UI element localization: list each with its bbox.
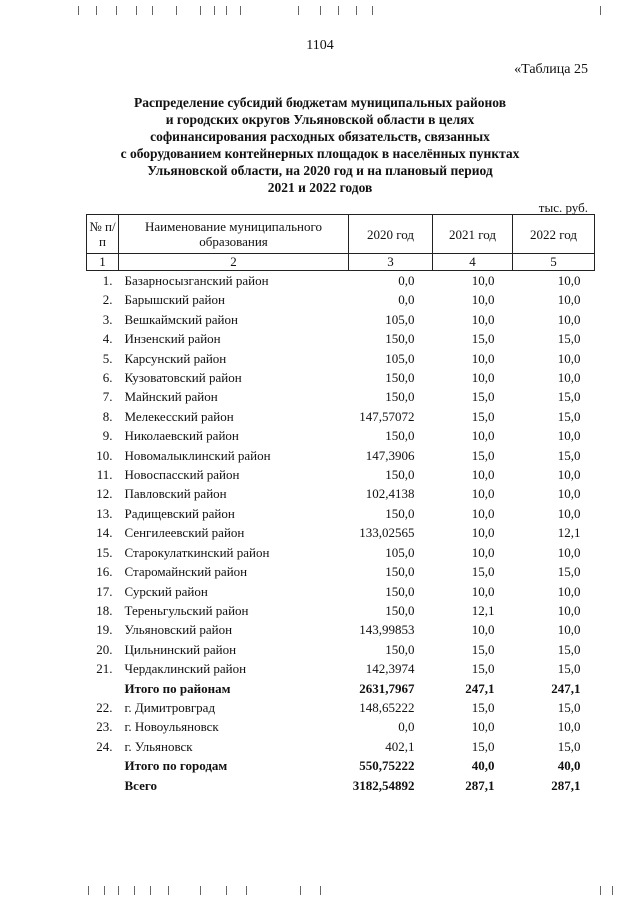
- value-2020: 150,0: [385, 389, 415, 405]
- value-2022: 10,0: [557, 602, 581, 618]
- value-2022: 10,0: [557, 311, 581, 327]
- row-number: [87, 679, 119, 698]
- value-2022: 15,0: [557, 641, 581, 657]
- value-2020: 150,0: [385, 428, 415, 444]
- table-row: [87, 290, 595, 309]
- table-row: [87, 698, 595, 717]
- scan-tick: [612, 886, 613, 895]
- value-2022: 247,1: [551, 680, 581, 696]
- value-2022: 15,0: [557, 331, 581, 347]
- value-2021: 15,0: [471, 699, 495, 715]
- table-row: [87, 368, 595, 387]
- header-2022: 2022 год: [513, 215, 595, 254]
- row-number: 11.: [96, 467, 113, 483]
- value-2021: 15,0: [471, 564, 495, 580]
- value-2020: 133,02565: [359, 525, 415, 541]
- municipality-name: Цильнинский район: [124, 641, 237, 657]
- value-2022: 15,0: [557, 389, 581, 405]
- value-2022: 10,0: [557, 583, 581, 599]
- row-number: 19.: [96, 622, 113, 638]
- scan-tick: [176, 6, 177, 15]
- value-2020: 150,0: [385, 564, 415, 580]
- value-2020: 142,3974: [365, 661, 415, 677]
- row-number: 20.: [96, 641, 113, 657]
- municipality-name: Карсунский район: [124, 350, 227, 366]
- scan-marks-bottom: [0, 886, 640, 896]
- page-number: 1104: [306, 38, 334, 53]
- value-2020: 150,0: [385, 467, 415, 483]
- value-2021: 10,0: [471, 583, 495, 599]
- municipality-name: Ульяновский район: [124, 622, 233, 638]
- table-row: [87, 562, 595, 581]
- value-2020: 150,0: [385, 641, 415, 657]
- row-number: 16.: [96, 564, 113, 580]
- header-2020: 2020 год: [349, 215, 433, 254]
- municipality-name: Старомайнский район: [124, 564, 248, 580]
- value-2020: 143,99853: [359, 622, 415, 638]
- municipality-name: Чердаклинский район: [124, 661, 247, 677]
- scan-tick: [152, 6, 153, 15]
- value-2022: 10,0: [557, 467, 581, 483]
- value-2020: 0,0: [398, 719, 415, 735]
- municipality-name: Новоспасский район: [124, 467, 240, 483]
- row-number: 10.: [96, 447, 113, 463]
- row-number: 1.: [102, 273, 113, 288]
- row-number: 15.: [96, 544, 113, 560]
- scan-tick: [600, 886, 601, 895]
- title-line: Распределение субсидий бюджетам муниципальных районов: [133, 95, 507, 110]
- scan-tick: [104, 886, 105, 895]
- scan-tick: [338, 6, 339, 15]
- municipality-name: Николаевский район: [124, 428, 239, 444]
- table-row: [87, 659, 595, 678]
- value-2022: 15,0: [557, 738, 581, 754]
- scan-tick: [226, 886, 227, 895]
- value-2021: 10,0: [471, 467, 495, 483]
- value-2022: 10,0: [557, 273, 581, 288]
- value-2021: 10,0: [471, 273, 495, 288]
- scan-tick: [168, 886, 169, 895]
- value-2020: 150,0: [385, 331, 415, 347]
- column-number: 3: [349, 254, 433, 271]
- row-number: 23.: [96, 719, 113, 735]
- value-2020: 150,0: [385, 505, 415, 521]
- column-number: 1: [87, 254, 119, 271]
- column-number: 2: [119, 254, 349, 271]
- value-2022: 15,0: [557, 699, 581, 715]
- table-row: [87, 582, 595, 601]
- scan-tick: [246, 886, 247, 895]
- title-line: и городских округов Ульяновской области в целях: [165, 112, 475, 127]
- municipality-name: Старокулаткинский район: [124, 544, 270, 560]
- table-row: [87, 620, 595, 639]
- value-2020: 0,0: [398, 292, 415, 308]
- value-2022: 40,0: [557, 758, 581, 774]
- value-2021: 15,0: [471, 408, 495, 424]
- scan-tick: [600, 6, 601, 15]
- value-2020: 105,0: [385, 311, 415, 327]
- municipality-name: г. Димитровград: [124, 699, 216, 715]
- scan-tick: [200, 6, 201, 15]
- scan-tick: [200, 886, 201, 895]
- table-reference: «Таблица 25: [514, 62, 588, 77]
- value-2022: 10,0: [557, 370, 581, 386]
- value-2021: 15,0: [471, 389, 495, 405]
- table-row: [87, 543, 595, 562]
- value-2021: 10,0: [471, 311, 495, 327]
- scan-tick: [298, 6, 299, 15]
- title-line: 2021 и 2022 годов: [267, 180, 373, 195]
- document-title: [80, 94, 560, 196]
- municipality-name: Барышский район: [124, 292, 225, 308]
- row-number: 18.: [96, 602, 113, 618]
- value-2022: 15,0: [557, 564, 581, 580]
- value-2021: 10,0: [471, 544, 495, 560]
- table-row: [87, 717, 595, 736]
- scan-tick: [320, 6, 321, 15]
- row-number: 12.: [96, 486, 113, 502]
- value-2021: 15,0: [471, 331, 495, 347]
- total-row: [87, 776, 595, 795]
- value-2020: 148,65222: [359, 699, 415, 715]
- row-number: 7.: [102, 389, 113, 405]
- table-row: [87, 523, 595, 542]
- municipality-name: Инзенский район: [124, 331, 221, 347]
- scan-tick: [118, 886, 119, 895]
- row-number: 8.: [102, 408, 113, 424]
- header-2021: 2021 год: [433, 215, 513, 254]
- table-row: [87, 329, 595, 348]
- row-number: 6.: [102, 370, 113, 386]
- row-number: 4.: [102, 331, 113, 347]
- table-row: [87, 426, 595, 445]
- value-2021: 15,0: [471, 641, 495, 657]
- value-2020: 105,0: [385, 350, 415, 366]
- value-2021: 40,0: [471, 758, 495, 774]
- municipality-name: Тереньгульский район: [124, 602, 249, 618]
- scan-tick: [226, 6, 227, 15]
- value-2021: 10,0: [471, 525, 495, 541]
- value-2022: 15,0: [557, 447, 581, 463]
- scan-tick: [214, 6, 215, 15]
- scan-tick: [136, 6, 137, 15]
- municipality-name: Майнский район: [124, 389, 218, 405]
- table-row: [87, 407, 595, 426]
- row-number: 9.: [102, 428, 113, 444]
- value-2020: 550,75222: [359, 758, 415, 774]
- row-number: 21.: [96, 661, 113, 677]
- header-name: Наименование муниципального образования: [119, 215, 349, 254]
- value-2022: 15,0: [557, 661, 581, 677]
- value-2021: 10,0: [471, 428, 495, 444]
- municipality-name: Итого по городам: [124, 758, 228, 774]
- scan-tick: [300, 886, 301, 895]
- value-2022: 10,0: [557, 505, 581, 521]
- value-2020: 150,0: [385, 370, 415, 386]
- table-row: [87, 349, 595, 368]
- units-label: тыс. руб.: [538, 200, 588, 215]
- value-2022: 10,0: [557, 292, 581, 308]
- row-number: 22.: [96, 699, 113, 715]
- title-line: софинансирования расходных обязательств, связанных: [150, 129, 490, 144]
- value-2021: 10,0: [471, 350, 495, 366]
- value-2021: 10,0: [471, 719, 495, 735]
- municipality-name: Новомалыклинский район: [124, 447, 271, 463]
- table-row: [87, 387, 595, 406]
- value-2020: 0,0: [398, 273, 415, 288]
- value-2022: 10,0: [557, 622, 581, 638]
- value-2022: 15,0: [557, 408, 581, 424]
- value-2021: 287,1: [465, 777, 495, 793]
- scan-tick: [240, 6, 241, 15]
- table-row: [87, 737, 595, 756]
- value-2021: 10,0: [471, 622, 495, 638]
- table-row: [87, 310, 595, 329]
- scan-tick: [78, 6, 79, 15]
- value-2020: 102,4138: [365, 486, 415, 502]
- scan-tick: [116, 6, 117, 15]
- municipality-name: Базарносызганский район: [124, 273, 269, 288]
- header-num: № п/п: [87, 215, 119, 254]
- column-number: 4: [433, 254, 513, 271]
- row-number: 13.: [96, 505, 113, 521]
- value-2022: 10,0: [557, 350, 581, 366]
- value-2020: 3182,54892: [352, 777, 415, 793]
- value-2022: 12,1: [557, 525, 581, 541]
- row-number: [87, 776, 119, 795]
- value-2020: 150,0: [385, 602, 415, 618]
- value-2021: 10,0: [471, 292, 495, 308]
- municipality-name: Мелекесский район: [124, 408, 234, 424]
- title-line: с оборудованием контейнерных площадок в населённых пунктах: [120, 146, 520, 161]
- table-row: [87, 446, 595, 465]
- scan-tick: [88, 886, 89, 895]
- scan-tick: [134, 886, 135, 895]
- table-row: [87, 504, 595, 523]
- value-2021: 247,1: [465, 680, 495, 696]
- table-row: [87, 640, 595, 659]
- municipality-name: Итого по районам: [124, 680, 231, 696]
- value-2020: 147,57072: [359, 408, 415, 424]
- value-2020: 150,0: [385, 583, 415, 599]
- value-2022: 10,0: [557, 544, 581, 560]
- value-2022: 10,0: [557, 486, 581, 502]
- scan-tick: [356, 6, 357, 15]
- municipality-name: Радищевский район: [124, 505, 235, 521]
- value-2020: 105,0: [385, 544, 415, 560]
- table-row: [87, 484, 595, 503]
- row-number: 24.: [96, 738, 113, 754]
- municipality-name: г. Ульяновск: [124, 738, 193, 754]
- municipality-name: г. Новоульяновск: [124, 719, 219, 735]
- title-line: Ульяновской области, на 2020 год и на плановый период: [147, 163, 493, 178]
- row-number: 2.: [102, 292, 113, 308]
- value-2021: 10,0: [471, 370, 495, 386]
- scan-tick: [372, 6, 373, 15]
- value-2021: 15,0: [471, 738, 495, 754]
- table-row: [87, 271, 595, 291]
- total-row: [87, 756, 595, 775]
- municipality-name: Всего: [124, 777, 157, 793]
- total-row: [87, 679, 595, 698]
- subsidy-table: [86, 214, 595, 795]
- municipality-name: Сенгилеевский район: [124, 525, 245, 541]
- scan-tick: [96, 6, 97, 15]
- value-2021: 10,0: [471, 505, 495, 521]
- municipality-name: Кузоватовский район: [124, 370, 242, 386]
- scan-marks-top: [0, 6, 640, 16]
- row-number: 17.: [96, 583, 113, 599]
- value-2022: 10,0: [557, 428, 581, 444]
- value-2022: 287,1: [551, 777, 581, 793]
- value-2021: 15,0: [471, 447, 495, 463]
- municipality-name: Вешкаймский район: [124, 311, 238, 327]
- value-2021: 10,0: [471, 486, 495, 502]
- municipality-name: Павловский район: [124, 486, 227, 502]
- scan-tick: [150, 886, 151, 895]
- value-2020: 147,3906: [365, 447, 415, 463]
- row-number: [87, 756, 119, 775]
- value-2021: 15,0: [471, 661, 495, 677]
- municipality-name: Сурский район: [124, 583, 208, 599]
- column-number-row: [87, 254, 595, 271]
- row-number: 14.: [96, 525, 113, 541]
- value-2020: 402,1: [385, 738, 415, 754]
- scan-tick: [320, 886, 321, 895]
- table-body: [87, 271, 595, 795]
- table-row: [87, 465, 595, 484]
- table-row: [87, 601, 595, 620]
- column-number: 5: [513, 254, 595, 271]
- header-row: [87, 215, 595, 254]
- row-number: 3.: [102, 311, 113, 327]
- value-2021: 12,1: [471, 602, 495, 618]
- value-2022: 10,0: [557, 719, 581, 735]
- value-2020: 2631,7967: [359, 680, 415, 696]
- row-number: 5.: [102, 350, 113, 366]
